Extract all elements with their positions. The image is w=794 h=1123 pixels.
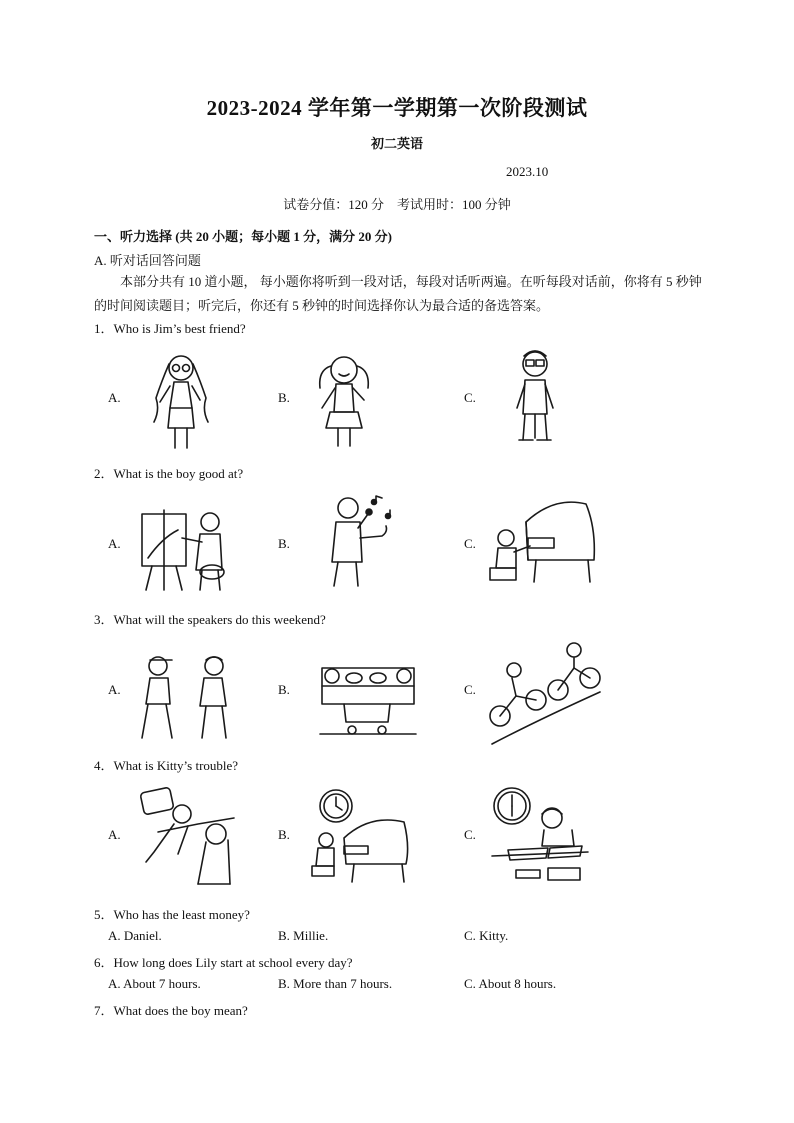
- option-c-label: C.: [464, 390, 476, 405]
- option-b-label: B.: [278, 536, 290, 551]
- singing-icon: [324, 494, 414, 588]
- question-2: 2．What is the boy good at?: [94, 466, 244, 481]
- girl-with-glasses-icon: [148, 350, 218, 450]
- homework-with-clock-icon: [488, 786, 592, 886]
- walking-icon: [138, 652, 238, 742]
- option-a-label: A.: [108, 536, 121, 551]
- instructions: 本部分共有 10 道小题， 每小题你将听到一段对话，每段对话听两遍。在听每段对话前，你将有 5 秒钟的时间阅读题目；听完后，你还有 5 秒钟的时间选择你认为最合适的备选答案。: [94, 274, 702, 313]
- option-b-label: B.: [278, 390, 290, 405]
- exam-date: 2023.10: [506, 164, 549, 179]
- girl-with-pigtails-icon: [308, 350, 380, 450]
- sick-in-bed-icon: [138, 784, 238, 886]
- piano-with-clock-icon: [308, 788, 412, 884]
- score-info: 试卷分值：120 分 考试用时：100 分钟: [283, 197, 511, 212]
- option-b-text: B. Millie.: [278, 928, 329, 943]
- option-c-text: C. About 8 hours.: [464, 976, 557, 991]
- question-3: 3．What will the speakers do this weekend?: [94, 612, 326, 627]
- question-5: 5．Who has the least money?: [94, 907, 250, 922]
- piano-icon: [488, 498, 600, 586]
- boy-with-glasses-icon: [505, 346, 565, 446]
- option-c-label: C.: [464, 682, 476, 697]
- option-a-label: A.: [108, 682, 121, 697]
- section-heading: 一、听力选择 (共 20 小题；每小题 1 分，满分 20 分): [94, 229, 392, 244]
- option-a-label: A.: [108, 827, 121, 842]
- question-1: 1．Who is Jim’s best friend?: [94, 321, 246, 336]
- cycling-icon: [488, 640, 602, 746]
- option-b-text: B. More than 7 hours.: [278, 976, 393, 991]
- question-6: 6．How long does Lily start at school every day?: [94, 955, 353, 970]
- option-c-label: C.: [464, 827, 476, 842]
- option-b-label: B.: [278, 827, 290, 842]
- option-c-text: C. Kitty.: [464, 928, 509, 943]
- part-a-heading: A. 听对话回答问题: [94, 253, 201, 268]
- shopping-icon: [318, 658, 418, 738]
- question-4: 4．What is Kitty’s trouble?: [94, 758, 239, 773]
- option-a-label: A.: [108, 390, 121, 405]
- question-7: 7．What does the boy mean?: [94, 1003, 248, 1018]
- option-a-text: A. About 7 hours.: [108, 976, 201, 991]
- option-c-label: C.: [464, 536, 476, 551]
- painting-icon: [138, 508, 238, 592]
- option-b-label: B.: [278, 682, 290, 697]
- page-title: 2023-2024 学年第一学期第一次阶段测试: [206, 96, 588, 120]
- option-a-text: A. Daniel.: [108, 928, 162, 943]
- subject-title: 初二英语: [370, 136, 423, 151]
